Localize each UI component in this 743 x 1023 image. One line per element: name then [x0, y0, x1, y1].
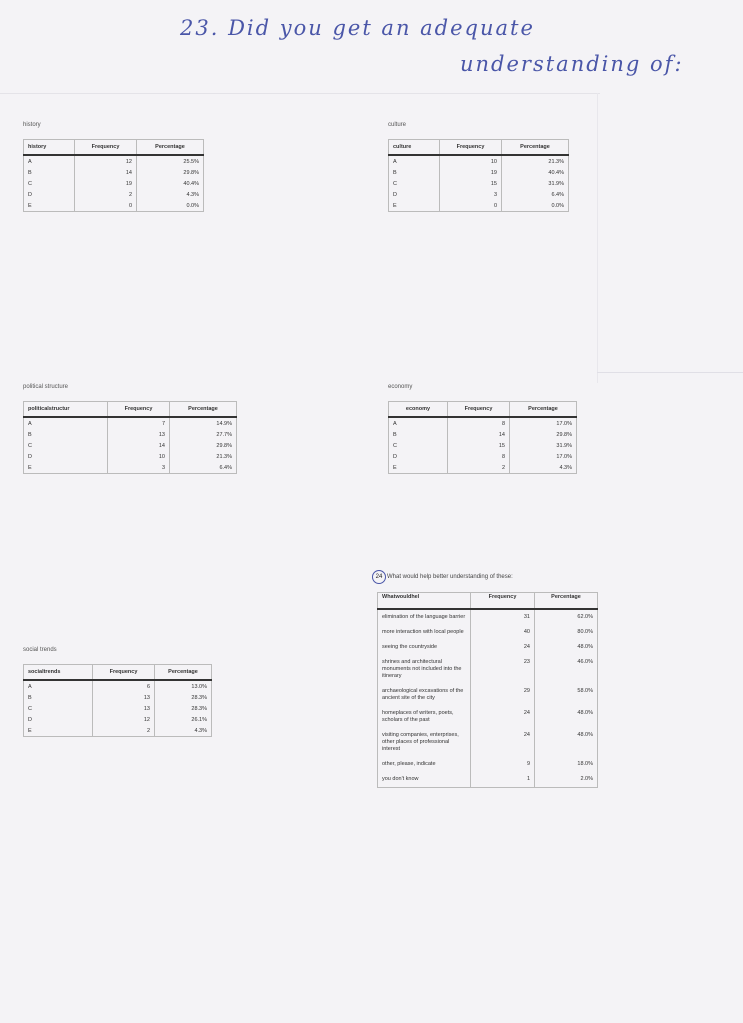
table-row: [389, 178, 569, 189]
handwritten-question-line-1: 23. Did you get an adequate: [180, 16, 535, 40]
table-row: [389, 429, 577, 440]
sheet-edge: [597, 93, 598, 383]
frequency-cell: 7: [108, 417, 170, 429]
row-label: A: [28, 683, 32, 690]
percentage-cell: 6.4%: [502, 189, 569, 200]
column-header: history: [24, 140, 75, 156]
percentage-cell: 4.3%: [137, 189, 204, 200]
column-header: Percentage: [170, 402, 237, 418]
row-label: C: [28, 180, 32, 187]
column-header: Whatwouldhel: [378, 593, 471, 610]
percentage-cell: 58.0%: [535, 684, 598, 706]
column-header: socialtrends: [24, 665, 93, 681]
row-label: D: [28, 191, 32, 198]
table-row: [24, 462, 237, 474]
frequency-cell: 9: [471, 757, 535, 772]
frequency-cell: 13: [93, 703, 155, 714]
row-label: C: [393, 442, 397, 449]
frequency-table: [388, 139, 569, 212]
percentage-cell: 28.3%: [155, 692, 212, 703]
row-label: C: [28, 442, 32, 449]
row-label: D: [393, 453, 397, 460]
percentage-cell: 29.8%: [137, 167, 204, 178]
table-caption: social trends: [23, 647, 57, 653]
percentage-cell: 80.0%: [535, 625, 598, 640]
row-label: B: [393, 431, 397, 438]
frequency-cell: 31: [471, 609, 535, 625]
percentage-cell: 17.0%: [510, 451, 577, 462]
table-caption: [372, 570, 598, 584]
percentage-cell: 26.1%: [155, 714, 212, 725]
frequency-cell: 10: [108, 451, 170, 462]
row-label: visiting companies, enterprises, other places of professional interest: [382, 732, 459, 752]
percentage-cell: 40.4%: [137, 178, 204, 189]
frequency-table: [377, 592, 598, 788]
column-header: Frequency: [93, 665, 155, 681]
table-row: [24, 703, 212, 714]
frequency-table: [388, 401, 577, 474]
percentage-cell: 27.7%: [170, 429, 237, 440]
table-row: [378, 640, 598, 655]
frequency-cell: 2: [75, 189, 137, 200]
table-row: [24, 692, 212, 703]
frequency-cell: 15: [448, 440, 510, 451]
frequency-cell: 6: [93, 680, 155, 692]
frequency-cell: 24: [471, 640, 535, 655]
row-label: shrines and architectural monuments not included into the itinerary: [382, 659, 462, 679]
frequency-cell: 3: [440, 189, 502, 200]
row-label: D: [393, 191, 397, 198]
percentage-cell: 2.0%: [535, 772, 598, 788]
row-label: B: [28, 694, 32, 701]
row-label: A: [393, 158, 397, 165]
q24-caption-text: What would help better understanding of these:: [387, 574, 513, 580]
frequency-cell: 19: [440, 167, 502, 178]
table-row: [24, 155, 204, 167]
row-label: seeing the countryside: [382, 644, 438, 650]
sheet-edge: [0, 93, 600, 94]
percentage-cell: 31.9%: [510, 440, 577, 451]
row-label: elimination of the language barrier: [382, 614, 466, 620]
table-row: [378, 706, 598, 728]
percentage-cell: 48.0%: [535, 728, 598, 757]
table-row: [389, 189, 569, 200]
frequency-cell: 40: [471, 625, 535, 640]
table-row: [24, 189, 204, 200]
frequency-cell: 1: [471, 772, 535, 788]
frequency-cell: 15: [440, 178, 502, 189]
table-row: [24, 451, 237, 462]
row-label: A: [393, 420, 397, 427]
frequency-cell: 24: [471, 728, 535, 757]
row-label: A: [28, 420, 32, 427]
percentage-cell: 21.3%: [502, 155, 569, 167]
table-row: [24, 200, 204, 212]
frequency-cell: 12: [93, 714, 155, 725]
handwritten-question-line-2: understanding of:: [460, 52, 684, 76]
row-label: you don't know: [382, 776, 419, 782]
percentage-cell: 14.9%: [170, 417, 237, 429]
frequency-table: [23, 401, 237, 474]
column-header: Percentage: [137, 140, 204, 156]
row-label: B: [393, 169, 397, 176]
row-label: more interaction with local people: [382, 629, 464, 635]
frequency-cell: 2: [93, 725, 155, 737]
percentage-cell: 4.3%: [155, 725, 212, 737]
table-caption: history: [23, 122, 41, 128]
frequency-cell: 0: [75, 200, 137, 212]
column-header: Percentage: [502, 140, 569, 156]
table-row: [378, 772, 598, 788]
table-row: [24, 178, 204, 189]
sheet-edge: [597, 372, 743, 373]
frequency-table: [23, 664, 212, 737]
table-row: [378, 728, 598, 757]
column-header: Percentage: [535, 593, 598, 610]
row-label: E: [28, 727, 32, 734]
table-row: [378, 609, 598, 625]
percentage-cell: 40.4%: [502, 167, 569, 178]
table-row: [24, 417, 237, 429]
percentage-cell: 18.0%: [535, 757, 598, 772]
percentage-cell: 28.3%: [155, 703, 212, 714]
table-row: [378, 757, 598, 772]
row-label: E: [393, 202, 397, 209]
frequency-cell: 14: [448, 429, 510, 440]
percentage-cell: 13.0%: [155, 680, 212, 692]
frequency-cell: 24: [471, 706, 535, 728]
table-row: [24, 714, 212, 725]
table-block-q24: [372, 570, 598, 788]
table-block-political-structure: [23, 384, 237, 474]
frequency-cell: 2: [448, 462, 510, 474]
circled-question-number: 24: [372, 570, 386, 584]
row-label: archaeological excavations of the ancient site of the city: [382, 688, 464, 701]
frequency-cell: 29: [471, 684, 535, 706]
table-row: [24, 429, 237, 440]
column-header: Frequency: [448, 402, 510, 418]
column-header: Percentage: [155, 665, 212, 681]
frequency-cell: 14: [108, 440, 170, 451]
table-block-culture: [388, 122, 569, 212]
table-row: [24, 440, 237, 451]
frequency-cell: 3: [108, 462, 170, 474]
table-row: [24, 167, 204, 178]
percentage-cell: 21.3%: [170, 451, 237, 462]
frequency-cell: 23: [471, 655, 535, 684]
row-label: A: [28, 158, 32, 165]
table-row: [378, 625, 598, 640]
percentage-cell: 62.0%: [535, 609, 598, 625]
row-label: E: [393, 464, 397, 471]
percentage-cell: 6.4%: [170, 462, 237, 474]
table-row: [24, 725, 212, 737]
frequency-cell: 13: [93, 692, 155, 703]
table-row: [378, 655, 598, 684]
row-label: E: [28, 202, 32, 209]
percentage-cell: 25.5%: [137, 155, 204, 167]
frequency-table: [23, 139, 204, 212]
column-header: culture: [389, 140, 440, 156]
percentage-cell: 4.3%: [510, 462, 577, 474]
table-block-history: [23, 122, 204, 212]
row-label: D: [28, 716, 32, 723]
row-label: C: [393, 180, 397, 187]
frequency-cell: 12: [75, 155, 137, 167]
frequency-cell: 13: [108, 429, 170, 440]
percentage-cell: 29.8%: [170, 440, 237, 451]
column-header: economy: [389, 402, 448, 418]
percentage-cell: 17.0%: [510, 417, 577, 429]
column-header: Frequency: [75, 140, 137, 156]
table-row: [389, 167, 569, 178]
row-label: E: [28, 464, 32, 471]
row-label: B: [28, 431, 32, 438]
column-header: Percentage: [510, 402, 577, 418]
row-label: other, please, indicate: [382, 761, 436, 767]
frequency-cell: 19: [75, 178, 137, 189]
frequency-cell: 0: [440, 200, 502, 212]
percentage-cell: 46.0%: [535, 655, 598, 684]
percentage-cell: 48.0%: [535, 706, 598, 728]
column-header: Frequency: [440, 140, 502, 156]
table-caption: political structure: [23, 384, 69, 390]
table-row: [389, 155, 569, 167]
table-row: [389, 200, 569, 212]
table-caption: culture: [388, 122, 407, 128]
table-row: [24, 680, 212, 692]
table-row: [389, 451, 577, 462]
table-block-social-trends: [23, 647, 212, 737]
table-row: [389, 440, 577, 451]
row-label: B: [28, 169, 32, 176]
percentage-cell: 29.8%: [510, 429, 577, 440]
percentage-cell: 31.9%: [502, 178, 569, 189]
table-row: [378, 684, 598, 706]
frequency-cell: 14: [75, 167, 137, 178]
column-header: politicalstructur: [24, 402, 108, 418]
column-header: Frequency: [108, 402, 170, 418]
percentage-cell: 48.0%: [535, 640, 598, 655]
table-caption: economy: [388, 384, 413, 390]
frequency-cell: 8: [448, 451, 510, 462]
table-block-economy: [388, 384, 577, 474]
table-row: [389, 417, 577, 429]
percentage-cell: 0.0%: [137, 200, 204, 212]
row-label: C: [28, 705, 32, 712]
frequency-cell: 8: [448, 417, 510, 429]
table-row: [389, 462, 577, 474]
percentage-cell: 0.0%: [502, 200, 569, 212]
frequency-cell: 10: [440, 155, 502, 167]
row-label: homeplaces of writers, poets, scholars of the past: [382, 710, 454, 723]
column-header: Frequency: [471, 593, 535, 610]
row-label: D: [28, 453, 32, 460]
